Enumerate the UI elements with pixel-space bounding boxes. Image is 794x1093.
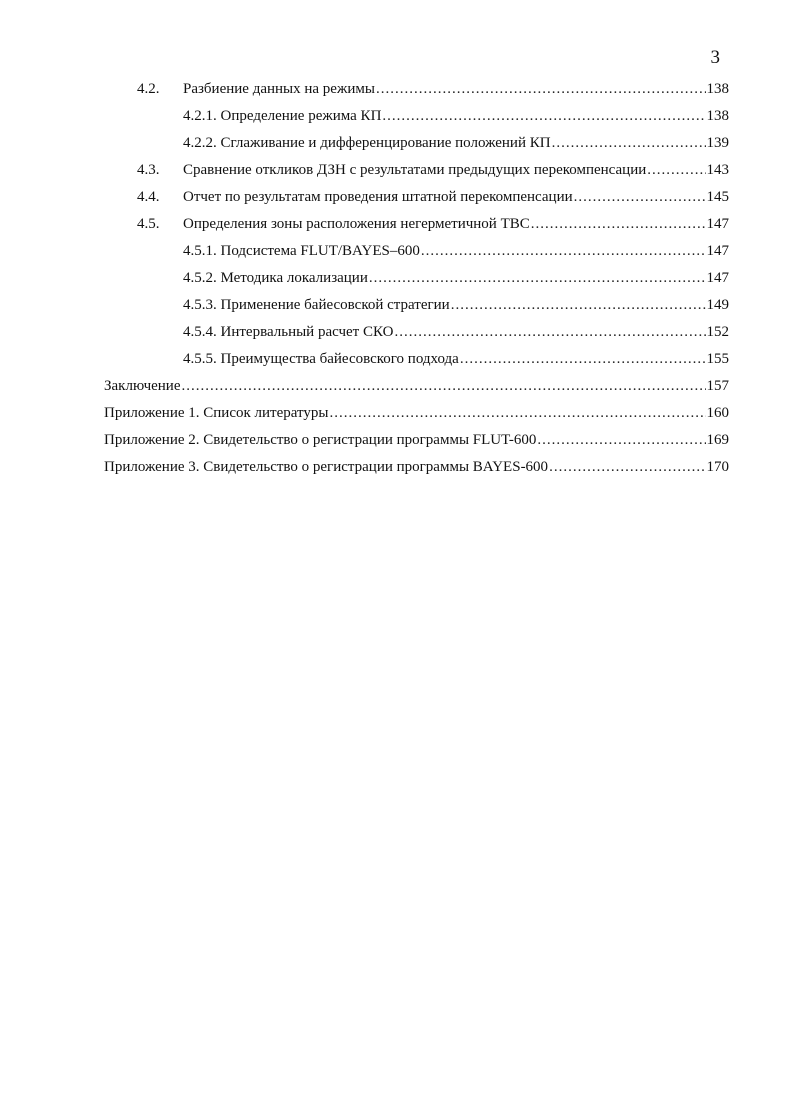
toc-entry-page: 138	[706, 108, 729, 124]
toc-entry-title: Отчет по результатам проведения штатной перекомпенсации	[183, 189, 573, 205]
toc-dot-leader	[549, 456, 705, 478]
toc-entry-title: Сравнение откликов ДЗН с результатами предыдущих перекомпенсации	[183, 162, 647, 178]
toc-entry-page: 143	[706, 162, 729, 178]
toc-entry[interactable]	[183, 105, 729, 127]
toc-entry-title: 4.5.5. Преимущества байесовского подхода	[183, 351, 459, 367]
toc-dot-leader	[369, 267, 706, 289]
toc-entry[interactable]	[183, 321, 729, 343]
toc-entry[interactable]	[183, 294, 729, 316]
toc-entry-page: 139	[706, 135, 729, 151]
toc-entry-title: Заключение	[104, 378, 181, 394]
toc-entry[interactable]	[183, 267, 729, 289]
toc-dot-leader	[552, 132, 706, 154]
toc-entry-number: 4.5.	[137, 216, 160, 232]
toc-entry-page: 155	[706, 351, 729, 367]
toc-entry-title: 4.5.2. Методика локализации	[183, 270, 368, 286]
toc-dot-leader	[531, 213, 706, 235]
toc-entry[interactable]	[137, 159, 729, 181]
toc-entry[interactable]	[183, 132, 729, 154]
toc-entry-title: Приложение 3. Свидетельство о регистрации программы BAYES-600	[104, 459, 549, 475]
toc-entry-page: 147	[706, 270, 729, 286]
toc-entry-page: 138	[706, 81, 729, 97]
toc-entry-page: 152	[706, 324, 729, 340]
toc-dot-leader	[329, 402, 705, 424]
toc-entry-number: 4.4.	[137, 189, 160, 205]
toc-entry-page: 170	[706, 459, 729, 475]
toc-entry-title: Определения зоны расположения негерметичной ТВС	[183, 216, 530, 232]
toc-entry-page: 169	[706, 432, 729, 448]
toc-dot-leader	[647, 159, 705, 181]
toc-entry-title: 4.5.1. Подсистема FLUT/BAYES–600	[183, 243, 420, 259]
toc-entry-number: 4.3.	[137, 162, 160, 178]
toc-dot-leader	[451, 294, 706, 316]
toc-entry-page: 145	[706, 189, 729, 205]
toc-entry[interactable]	[183, 240, 729, 262]
toc-dot-leader	[382, 105, 705, 127]
toc-entry[interactable]	[104, 402, 729, 424]
toc-entry-title: Приложение 1. Список литературы	[104, 405, 329, 421]
toc-dot-leader	[574, 186, 706, 208]
toc-entry[interactable]	[137, 186, 729, 208]
toc-dot-leader	[376, 78, 706, 100]
toc-entry-title: 4.2.1. Определение режима КП	[183, 108, 382, 124]
toc-dot-leader	[421, 240, 706, 262]
toc-entry-title: 4.5.4. Интервальный расчет СКО	[183, 324, 394, 340]
toc-entry[interactable]	[104, 429, 729, 451]
toc-entry-number: 4.2.	[137, 81, 160, 97]
page-number: 3	[710, 47, 720, 68]
toc-entry[interactable]	[137, 78, 729, 100]
toc-entry[interactable]	[183, 348, 729, 370]
toc-dot-leader	[182, 375, 706, 397]
toc-entry-page: 157	[706, 378, 729, 394]
toc-entry-title: Приложение 2. Свидетельство о регистрации программы FLUT-600	[104, 432, 537, 448]
toc-entry-title: 4.2.2. Сглаживание и дифференцирование положений КП	[183, 135, 551, 151]
toc-entry-page: 147	[706, 243, 729, 259]
toc-entry-page: 160	[706, 405, 729, 421]
toc-entry[interactable]	[104, 456, 729, 478]
toc-entry-title: Разбиение данных на режимы	[183, 81, 375, 97]
toc-entry-title: 4.5.3. Применение байесовской стратегии	[183, 297, 450, 313]
toc-dot-leader	[394, 321, 705, 343]
toc-dot-leader	[537, 429, 705, 451]
toc-entry[interactable]	[104, 375, 729, 397]
toc-entry-page: 149	[706, 297, 729, 313]
toc-dot-leader	[460, 348, 706, 370]
toc-entry[interactable]	[137, 213, 729, 235]
toc-entry-page: 147	[706, 216, 729, 232]
